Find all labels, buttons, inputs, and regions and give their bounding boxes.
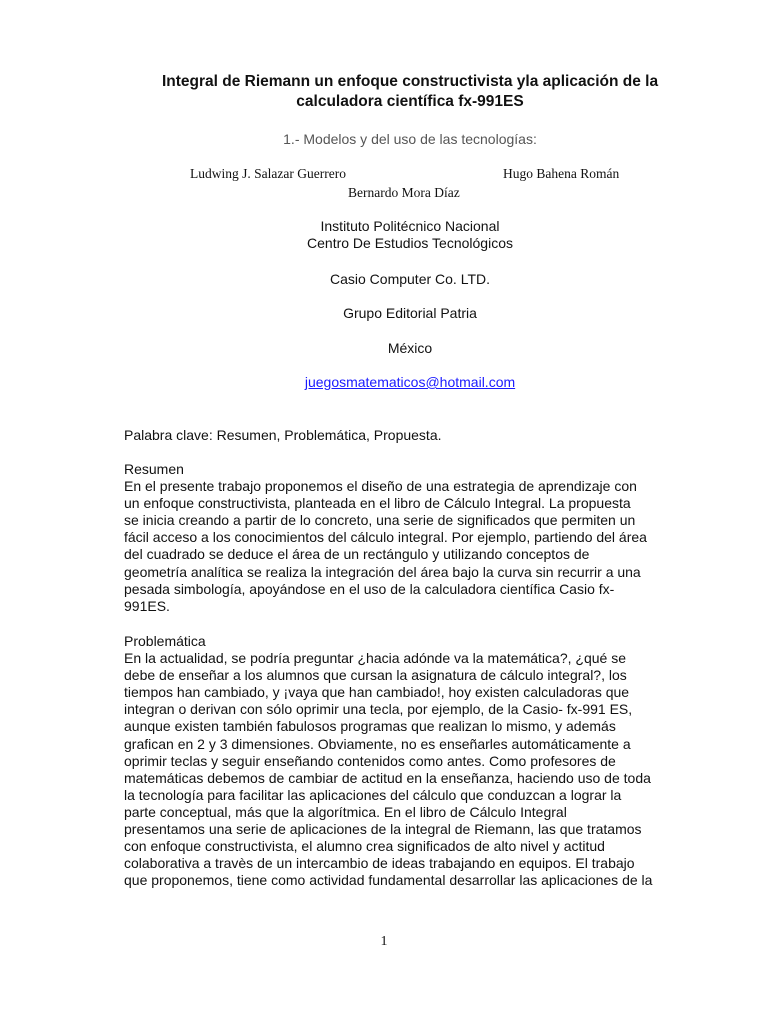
title-line-2: calculadora científica fx-991ES [296, 93, 524, 110]
problematica-line: la tecnología para facilitar las aplicaciones del cálculo que conduzcan a lograr la [124, 786, 622, 803]
section-heading: 1.- Modelos y del uso de las tecnologías: [283, 131, 537, 147]
page-number: 1 [380, 934, 388, 949]
company-name: Casio Computer Co. LTD. [329, 271, 490, 287]
resumen-line: se inicia creando a partir de lo concreto, una serie de significados que permiten un [124, 512, 636, 529]
problematica-line: con enfoque constructivista, el alumno crea significados de alto nivel y actitud [124, 838, 605, 855]
document-title [100, 72, 720, 112]
resumen-line: geometría analítica se realiza la integración del área bajo la curva sin recurrir a una [124, 563, 641, 580]
problematica-line: parte conceptual, más que la algorítmica. En el libro de Cálculo Integral [124, 803, 567, 820]
resumen-line: pesada simbología, apoyándose en el uso de la calculadora científica Casio fx- [124, 580, 615, 597]
publisher-name: Grupo Editorial Patria [343, 305, 477, 321]
resumen-line: 991ES. [124, 597, 170, 614]
problematica-line: que proponemos, tiene como actividad fundamental desarrollar las aplicaciones de la [124, 872, 653, 889]
problematica-line: grafican en 2 y 3 dimensiones. Obviamente, no es enseñarles automáticamente a [124, 735, 631, 752]
problematica-line: matemáticas debemos de cambiar de actitud en la enseñanza, haciendo uso de toda [124, 769, 651, 786]
institution-line-2: Centro De Estudios Tecnológicos [307, 235, 513, 251]
problematica-line: colaborativa a travès de un intercambio de ideas trabajando en equipos. El trabajo [124, 855, 635, 872]
country: México [387, 340, 433, 356]
title-line-1: Integral de Riemann un enfoque constructivista yla aplicación de la [161, 73, 659, 90]
problematica-line: En la actualidad, se podría preguntar ¿hacia adónde va la matemática?, ¿qué se [124, 650, 626, 667]
keywords: Palabra clave: Resumen, Problemática, Propuesta. [124, 427, 442, 443]
resumen-line: En el presente trabajo proponemos el diseño de una estrategia de aprendizaje con [124, 478, 637, 495]
problematica-heading: Problemática [124, 633, 206, 649]
author-1: Ludwing J. Salazar Guerrero [190, 166, 346, 181]
problematica-section [124, 633, 704, 889]
resumen-section [124, 461, 704, 615]
problematica-line: aunque existen también fabulosos programas que realizan lo mismo, y además [124, 718, 616, 735]
resumen-heading: Resumen [124, 461, 184, 477]
resumen-line: fácil acceso a los conocimientos del cálculo integral. Por ejemplo, partiendo del área [124, 529, 647, 546]
problematica-line: oprimir teclas y seguir enseñando contenidos como antes. Como profesores de [124, 752, 616, 769]
problematica-line: presentamos una serie de aplicaciones de la integral de Riemann, las que tratamos [124, 821, 642, 838]
resumen-line: del cuadrado se deduce el área de un rectángulo y utilizando conceptos de [124, 546, 590, 563]
problematica-line: integran o derivan con sólo oprimir una tecla, por ejemplo, de la Casio- fx-991 ES, [124, 701, 633, 718]
resumen-line: un enfoque constructivista, planteada en el libro de Cálculo Integral. La propuesta [124, 495, 631, 512]
email-link[interactable]: juegosmatematicos@hotmail.com [304, 374, 516, 390]
institution-line-1: Instituto Politécnico Nacional [320, 218, 500, 234]
problematica-line: debe de enseñar a los alumnos que cursan la asignatura de cálculo integral?, los [124, 667, 627, 684]
author-2: Hugo Bahena Román [503, 166, 620, 181]
email-line [100, 374, 720, 390]
problematica-line: tiempos han cambiado, y ¡vaya que han cambiado!, hoy existen calculadoras que [124, 684, 630, 701]
author-3: Bernardo Mora Díaz [348, 185, 460, 200]
